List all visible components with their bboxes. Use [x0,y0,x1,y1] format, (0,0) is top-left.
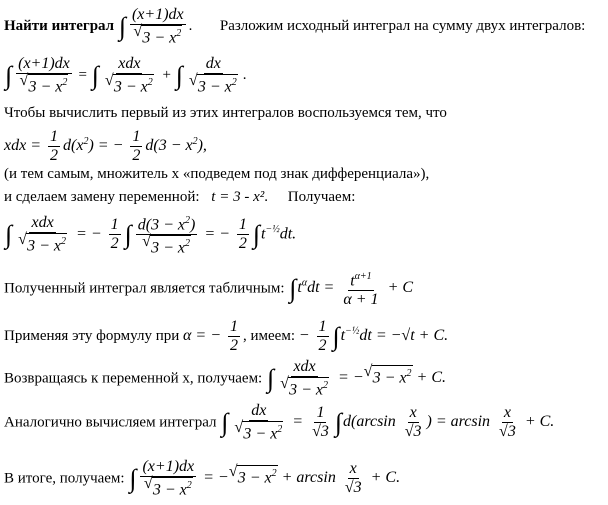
row-12: В итоге, получаем: ∫ (x+1)dx √ $3 - x^2$ = − √ $3 - x^2 + \arcsin$ $\frac{x}{√3}$ + C. [4,458,401,499]
row-1: Найти интеграл ∫ (x+1)dx √ $3 - x^2$ . Разложим исходный интеграл на сумму двух интегралов: [4,6,586,47]
intro-text: Разложим исходный интеграл на сумму двух интегралов: [219,18,586,35]
row-9: Применяя эту формулу при α = − $\frac{1}{2}$ , имеем: − $\frac{1}{2}$ $\int t^{-\frac{1}{2}}dt = -√t + C$. [4,318,449,354]
row-11: Аналогично вычисляем интеграл ∫ dx √ $3 - x^2$ = $\frac{1}{√3}$ ∫d(arcsin $\frac{x}{√3}$ ) = arcsin $\frac{x}{√3}$ + C. [4,402,555,443]
row-6: и сделаем замену переменной: t = 3 - x². Получаем: [4,189,356,205]
formula-1: (x+1)dx √ $3 - x^2$ [131,6,184,47]
row-8: Полученный интеграл является табличным: $\int t^\alpha dt$ = $\frac{t^{\alpha+1}}{\alpha + 1}$ + C [4,268,413,309]
row-5: (и тем самым, множитель x «подведем под знак дифференциала»), [4,166,430,182]
row-4: xdx = $\frac{1}{2}$ $d(x^2)$ = − $\frac{1}{2}$ $d(3 - x^2)$, [4,128,207,164]
row-7: ∫ xdx √ $3 - x^2$ = − $\frac{1}{2}$ ∫ $d(3 - x^2)$ √ $3 - x^2$ = − $\frac{1}{2}$ $\int t^{-\frac{1}{2}}dt$. [4,212,296,258]
row-10: Возвращаясь к переменной x, получаем: ∫ xdx √ $3 - x^2$ = − √ $3 - x^2 + C$. [4,358,446,399]
row-3: Чтобы вычислить первый из этих интегралов воспользуемся тем, что [4,105,447,121]
title-bold: Найти интеграл [4,18,115,35]
row-2: ∫ (x+1)dx √ $3 - x^2$ = ∫ xdx √ $3 - x^2$ + ∫ dx √ $3 - x^2$ . [5,55,247,96]
